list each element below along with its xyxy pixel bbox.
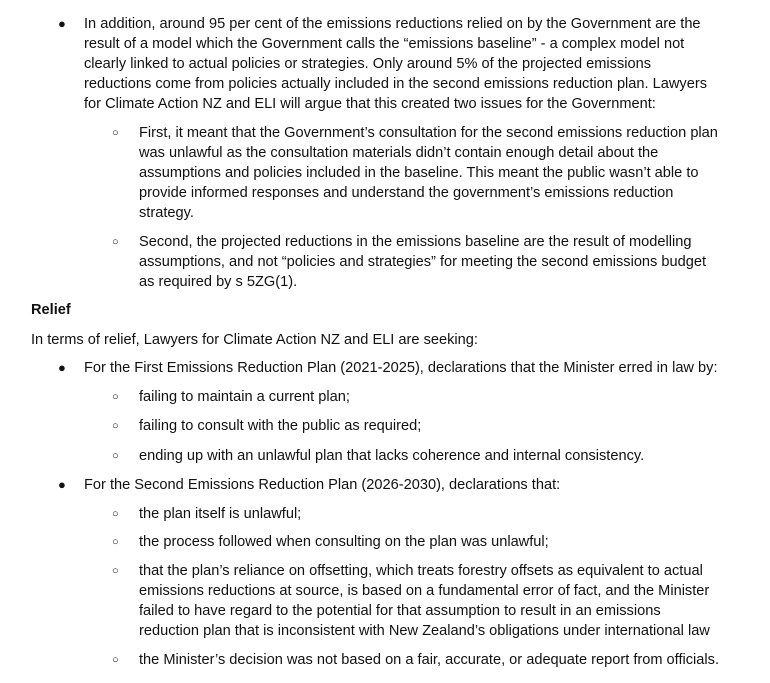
circle-bullet-icon: ○ (112, 450, 119, 462)
circle-bullet-icon: ○ (112, 654, 119, 666)
sub-list-item-text: failing to maintain a current plan; (139, 389, 350, 405)
paragraph: In terms of relief, Lawyers for Climate Action NZ and ELI are seeking: (31, 332, 478, 348)
circle-bullet-icon: ○ (112, 420, 119, 432)
circle-bullet-icon: ○ (112, 565, 119, 577)
list-item-text: For the Second Emissions Reduction Plan (2026-2030), declarations that: (84, 477, 561, 493)
sub-list-item-text: the Minister’s decision was not based on a fair, accurate, or adequate report from officials. (139, 652, 720, 668)
sub-list-item-text: the plan itself is unlawful; (139, 506, 302, 522)
bullet-icon: ● (58, 360, 66, 375)
sub-list-item-text: failing to consult with the public as required; (139, 418, 422, 434)
circle-bullet-icon: ○ (112, 391, 119, 403)
sub-list-item-text: the process followed when consulting on the plan was unlawful; (139, 534, 549, 550)
sub-list-item-text: Second, the projected reductions in the emissions baseline are the result of modelling assumptions, and not “policies and strategies” for meeting the second emissions budget as required by s 5ZG(1). (139, 234, 707, 290)
section-heading: Relief (31, 302, 71, 318)
bullet-icon: ● (58, 16, 66, 31)
list-item-text: For the First Emissions Reduction Plan (2021-2025), declarations that the Minister erred in law by: (84, 360, 718, 376)
sub-list-item-text: ending up with an unlawful plan that lacks coherence and internal consistency. (139, 448, 645, 464)
circle-bullet-icon: ○ (112, 508, 119, 520)
list-item-text: In addition, around 95 per cent of the emissions reductions relied on by the Government are the result of a model which the Government calls the “emissions baseline” - a complex model not clearly linked to actual policies or strategies. Only around 5% of the projected emissions reductions come from policies actually included in the second emissions reduction plan. Lawyers for Climate Action NZ and ELI will argue that this created two issues for the Government: (84, 16, 707, 112)
bullet-icon: ● (58, 477, 66, 492)
circle-bullet-icon: ○ (112, 236, 119, 248)
circle-bullet-icon: ○ (112, 536, 119, 548)
sub-list-item-text: First, it meant that the Government’s consultation for the second emissions reduction plan was unlawful as the consultation materials didn’t contain enough detail about the assumptions and policies included in the baseline. This meant the public wasn’t able to provide informed responses and understand the government’s emissions reduction strategy. (139, 125, 718, 221)
sub-list-item-text: that the plan’s reliance on offsetting, which treats forestry offsets as equivalent to actual emissions reductions at source, is based on a fundamental error of fact, and the Minister failed to have regard to the potential for that assumption to result in an emissions reduction plan that is inconsistent with New Zealand’s obligations under international law (139, 563, 710, 639)
circle-bullet-icon: ○ (112, 127, 119, 139)
